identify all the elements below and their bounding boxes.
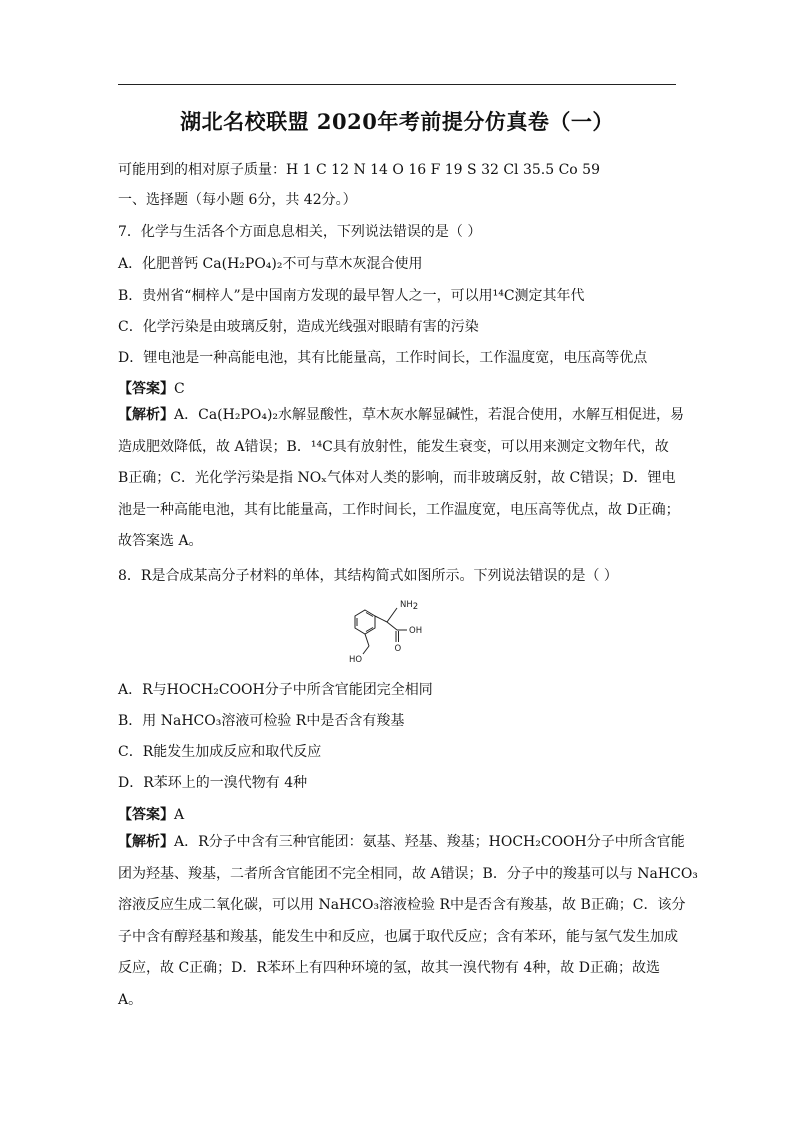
q8-answer-value: A	[174, 807, 185, 823]
q7-option-a: A．化肥普钙 Ca(H₂PO₄)₂不可与草木灰混合使用	[118, 256, 423, 272]
q7-analysis-line: 造成肥效降低，故 A错误；B．¹⁴C具有放射性，能发生衰变，可以用来测定文物年代，故	[118, 438, 669, 455]
q8-analysis-line: A。	[118, 991, 143, 1008]
q7-analysis-line: 池是一种高能电池，其有比能量高，工作时间长，工作温度宽，电压高等优点，故 D正确；	[118, 501, 680, 518]
header-rule	[118, 84, 676, 85]
bond-to-carboxyl-carbon	[387, 622, 397, 630]
q8-answer	[118, 805, 184, 825]
q8-analysis-line: 子中含有醇羟基和羧基，能发生中和反应，也属于取代反应；含有苯环，能与氢气发生加成	[118, 928, 678, 945]
label-o: O	[394, 644, 402, 654]
q8-option-b: B．用 NaHCO₃溶液可检验 R中是否含有羧基	[118, 713, 405, 729]
atomic-masses-line: 可能用到的相对原子质量：H 1 C 12 N 14 O 16 F 19 S 32 Cl 35.5 Co 59	[118, 162, 601, 178]
q8-analysis-line: 反应，故 C正确；D．R苯环上有四种环境的氢，故其一溴代物有 4种，故 D正确；故选	[118, 960, 660, 977]
label-ho: HO	[349, 655, 363, 665]
q7-answer-label: 【答案】	[118, 381, 174, 397]
q8-analysis-line: 团为羟基、羧基，二者所含官能团不完全相同，故 A错误；B．分子中的羧基可以与 NaHCO₃	[118, 865, 698, 882]
q7-option-d: D．锂电池是一种高能电池，其有比能量高，工作时间长，工作温度宽，电压高等优点	[118, 350, 648, 366]
q7-analysis-label: 【解析】	[118, 407, 174, 423]
q7-option-b: B．贵州省“桐梓人”是中国南方发现的最早智人之一，可以用¹⁴C测定其年代	[118, 288, 585, 304]
page-title: 湖北名校联盟 2020年考前提分仿真卷（一）	[180, 109, 614, 134]
q8-answer-label: 【答案】	[118, 807, 174, 823]
q7-analysis	[118, 400, 685, 558]
bond-to-ch2oh	[363, 646, 369, 654]
q7-answer-value: C	[174, 381, 185, 397]
label-nh2: NH2	[400, 600, 419, 612]
bond-ring-to-alpha-carbon	[375, 616, 387, 622]
q8-analysis-label: 【解析】	[118, 834, 174, 850]
q8-option-d: D．R苯环上的一溴代物有 4种	[118, 775, 308, 791]
q8-analysis	[118, 827, 698, 1017]
q8-analysis-line: 【解析】A．R分子中含有三种官能团：氨基、羟基、羧基；HOCH₂COOH分子中所含官能	[118, 834, 685, 850]
q8-stem: 8．R是合成某高分子材料的单体，其结构简式如图所示。下列说法错误的是（ ）	[118, 568, 618, 584]
bond-to-ch2	[365, 634, 369, 646]
q7-analysis-line: 故答案选 A。	[118, 533, 203, 550]
q8-option-a: A．R与HOCH₂COOH分子中所含官能团完全相同	[118, 682, 433, 698]
q8-analysis-line: 溶液反应生成二氧化碳，可以用 NaHCO₃溶液检验 R中是否含有羧基，故 B正确；C．该分	[118, 897, 686, 914]
q7-stem: 7．化学与生活各个方面息息相关，下列说法错误的是（ ）	[118, 224, 482, 240]
q7-analysis-line: 【解析】A．Ca(H₂PO₄)₂水解显酸性，草木灰水解显碱性，若混合使用，水解互相促进，易	[118, 407, 685, 423]
section-title: 一、选择题（每小题 6分，共 42分。）	[118, 192, 357, 208]
bond-to-amino	[387, 608, 397, 622]
label-oh: OH	[409, 626, 423, 636]
q7-analysis-line: B正确；C．光化学污染是指 NOₓ气体对人类的影响，而非玻璃反射，故 C错误；D．锂电	[118, 470, 676, 487]
q8-option-c: C．R能发生加成反应和取代反应	[118, 744, 322, 760]
benzene-ring	[355, 610, 375, 634]
chemical-structure-diagram	[345, 596, 445, 666]
q7-option-c: C．化学污染是由玻璃反射，造成光线强对眼睛有害的污染	[118, 319, 479, 335]
q7-answer	[118, 379, 185, 399]
